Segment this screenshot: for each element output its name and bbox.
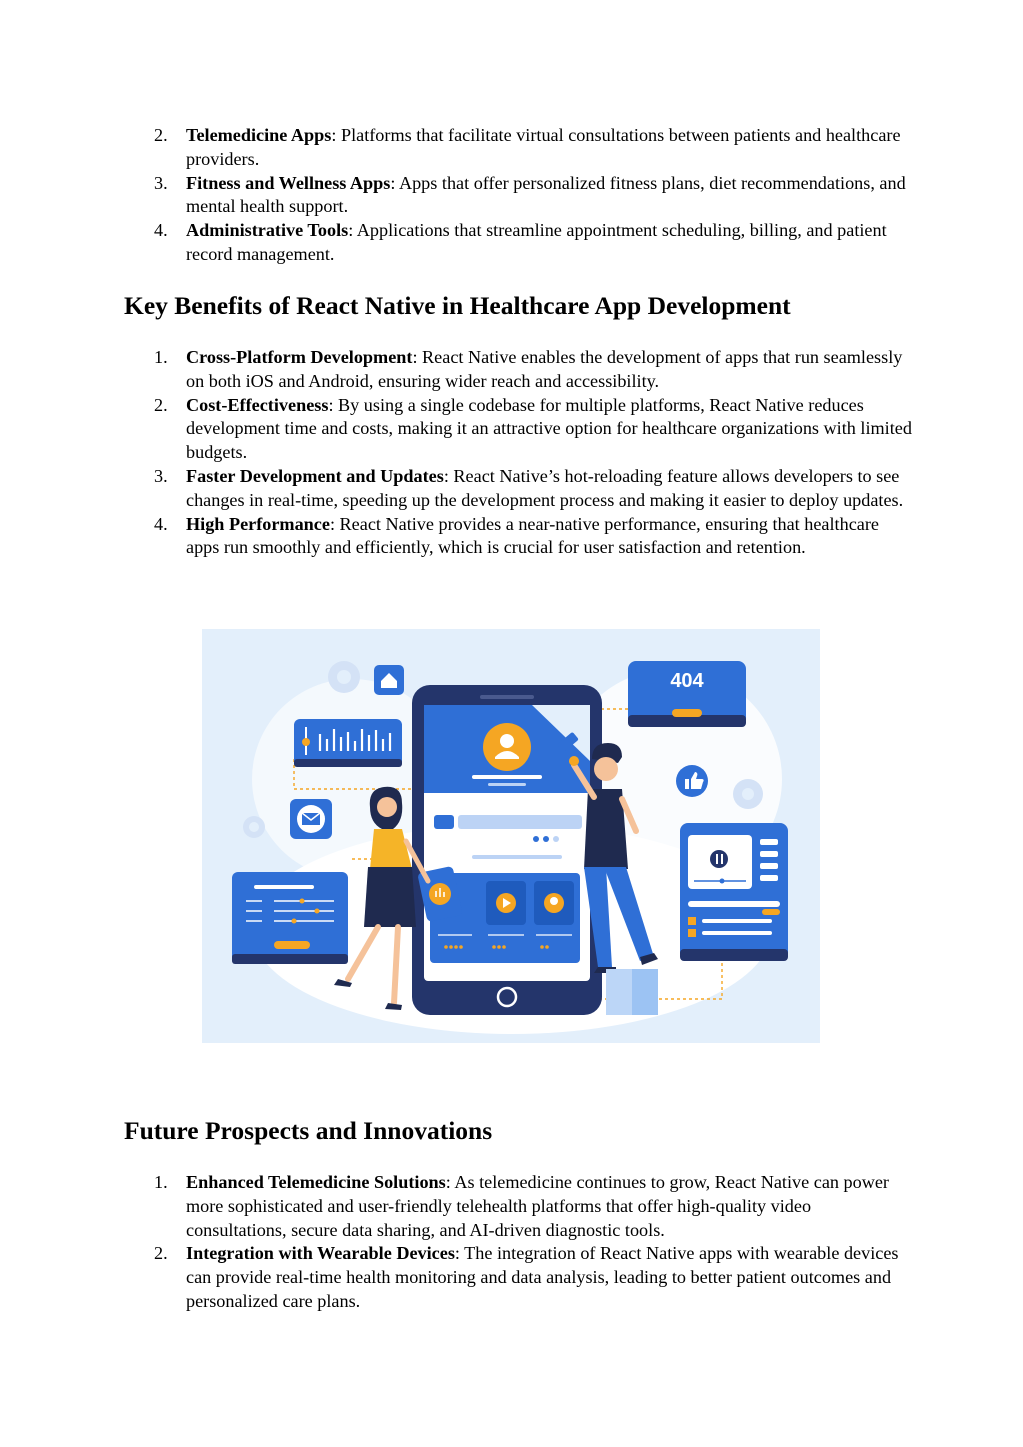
future-list <box>124 1171 914 1314</box>
list-number: 4. <box>154 220 168 241</box>
list-item-text: : As telemedicine continues to grow, React Native can power more sophisticated and user-friendly telehealth platforms that offer high-quality video consultations, secure data sharing, and AI-driven diagnostic tools. <box>186 1172 889 1240</box>
video-player-card <box>680 823 788 961</box>
gear-icon <box>733 779 763 809</box>
list-number: 1. <box>154 1172 168 1192</box>
list-item-title: High Performance <box>186 513 330 534</box>
error-404-card <box>628 661 746 727</box>
list-item-text: : React Native’s hot-reloading feature allows developers to see changes in real-time, speeding up the development process and making it easier to deploy updates. <box>186 465 904 510</box>
list-item-text: : Applications that streamline appointment scheduling, billing, and patient record management. <box>186 220 887 264</box>
list-item-title: Cost-Effectiveness <box>186 394 329 415</box>
gear-icon <box>243 816 265 838</box>
app-development-illustration <box>202 629 820 1043</box>
app-types-list <box>124 124 914 267</box>
benefits-heading: Key Benefits of React Native in Healthcare App Development <box>124 291 791 320</box>
home-icon <box>374 665 404 695</box>
list-item <box>124 394 914 465</box>
list-number: 2. <box>154 394 168 415</box>
list-number: 2. <box>154 1243 168 1264</box>
list-item-title: Enhanced Telemedicine Solutions <box>186 1172 446 1192</box>
list-item-title: Integration with Wearable Devices <box>186 1243 455 1264</box>
list-item <box>124 1242 914 1313</box>
list-item-text: : By using a single codebase for multiple platforms, React Native reduces development time and costs, making it an attractive option for healthcare organizations with limited budgets. <box>186 394 912 463</box>
thumbs-up-icon <box>676 765 708 797</box>
settings-card <box>232 872 348 964</box>
list-number: 1. <box>154 347 168 367</box>
list-item <box>124 172 914 220</box>
list-item-text: : React Native enables the development of apps that run seamlessly on both iOS and Android, ensuring wider reach and accessibility. <box>186 347 903 391</box>
list-number: 2. <box>154 125 168 145</box>
list-number: 3. <box>154 465 168 486</box>
gear-icon <box>328 661 360 693</box>
error-code-text: 404 <box>670 670 704 692</box>
list-item <box>124 465 914 513</box>
list-item-title: Fitness and Wellness Apps <box>186 172 391 193</box>
list-item <box>124 219 914 267</box>
list-item-text: : React Native provides a near-native performance, ensuring that healthcare apps run smoothly and efficiently, which is crucial for user satisfaction and retention. <box>186 513 879 558</box>
list-item <box>124 1171 914 1242</box>
list-number: 3. <box>154 172 168 193</box>
list-item-text: : Apps that offer personalized fitness plans, diet recommendations, and mental health support. <box>186 172 906 217</box>
list-item-text: : Platforms that facilitate virtual consultations between patients and healthcare providers. <box>186 125 901 169</box>
list-item-text: : The integration of React Native apps with wearable devices can provide real-time health monitoring and data analysis, leading to better patient outcomes and personalized care plans. <box>186 1243 899 1311</box>
list-item-title: Administrative Tools <box>186 220 349 241</box>
list-item <box>124 124 914 172</box>
benefits-list <box>124 346 914 560</box>
audio-levels-card <box>294 719 402 767</box>
mail-icon <box>290 799 332 839</box>
list-item-title: Faster Development and Updates <box>186 465 444 486</box>
list-item-title: Cross-Platform Development <box>186 347 413 367</box>
list-number: 4. <box>154 513 168 534</box>
list-item-title: Telemedicine Apps <box>186 125 332 145</box>
list-item <box>124 513 914 561</box>
list-item <box>124 346 914 394</box>
future-heading: Future Prospects and Innovations <box>124 1116 493 1145</box>
